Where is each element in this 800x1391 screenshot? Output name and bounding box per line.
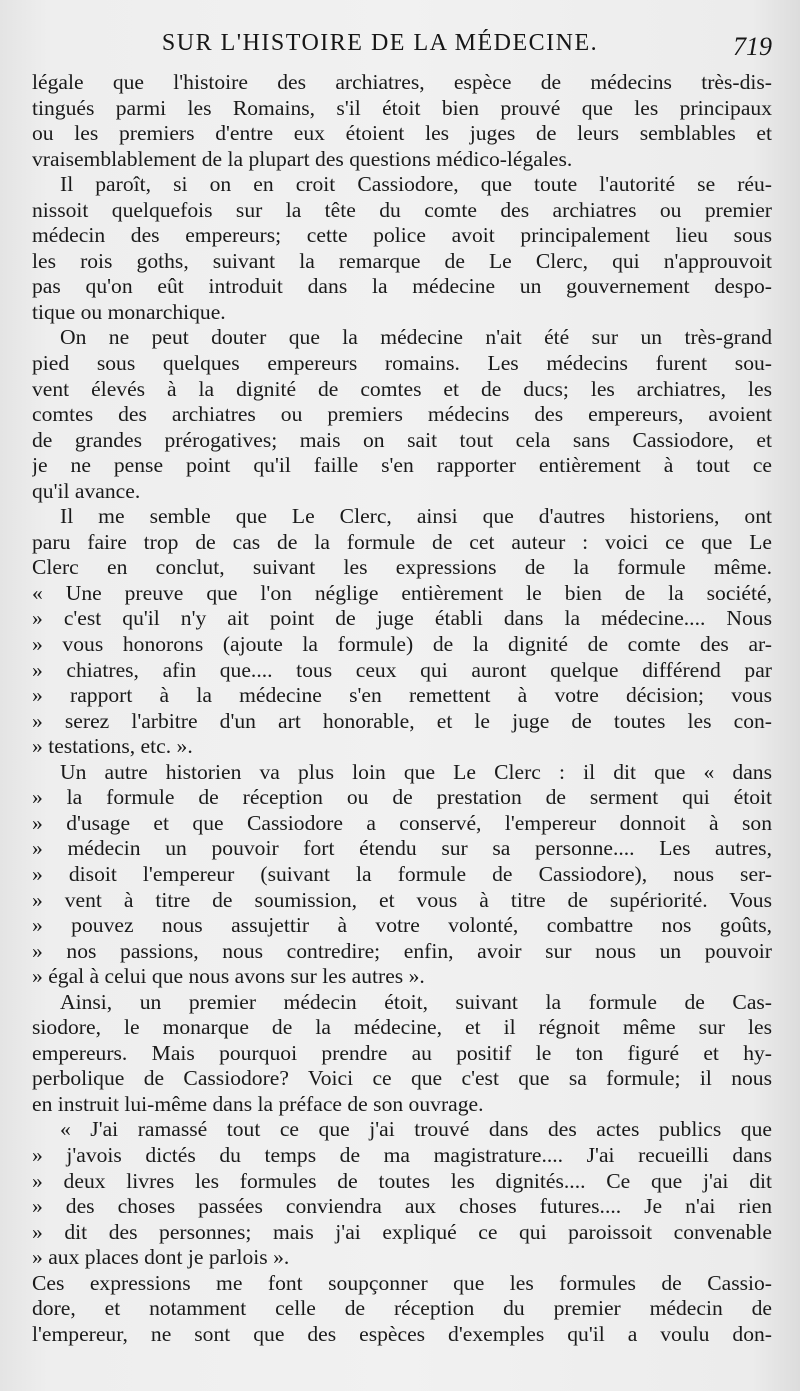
page-number: 719 — [733, 32, 772, 61]
text-line: » chiatres, afin que.... tous ceux qui auront quelque différend par — [32, 657, 772, 682]
text-line: » vent à titre de soumission, et vous à titre de supériorité. Vous — [32, 887, 772, 912]
text-line: « J'ai ramassé tout ce que j'ai trouvé dans des actes publics que — [60, 1117, 772, 1142]
text-line: » d'usage et que Cassiodore a conservé, l'empereur donnoit à son — [32, 810, 772, 835]
text-line: pas qu'on eût introduit dans la médecine un gouvernement despo- — [32, 274, 772, 299]
text-line: Ainsi, un premier médecin étoit, suivant la formule de Cas- — [60, 989, 772, 1014]
text-line: Il me semble que Le Clerc, ainsi que d'autres historiens, ont — [60, 504, 772, 529]
text-line: siodore, le monarque de la médecine, et il régnoit même sur les — [32, 1015, 772, 1040]
text-line: » c'est qu'il n'y ait point de juge établi dans la médecine.... Nous — [32, 606, 772, 631]
text-line: pied sous quelques empereurs romains. Les médecins furent sou- — [32, 351, 772, 376]
text-line: » j'avois dictés du temps de ma magistrature.... J'ai recueilli dans — [32, 1142, 772, 1167]
text-line: l'empereur, ne sont que des espèces d'exemples qu'il a voulu don- — [32, 1321, 772, 1346]
text-line: dore, et notamment celle de réception du premier médecin de — [32, 1296, 772, 1321]
text-line: » des choses passées conviendra aux choses futures.... Je n'ai rien — [32, 1194, 772, 1219]
text-line: tique ou monarchique. — [32, 299, 226, 324]
text-line: » pouvez nous assujettir à votre volonté, combattre nos goûts, — [32, 913, 772, 938]
text-line: qu'il avance. — [32, 478, 141, 503]
text-line: je ne pense point qu'il faille s'en rapporter entièrement à tout ce — [32, 453, 772, 478]
text-line: nissoit quelquefois sur la tête du comte des archiatres ou premier — [32, 197, 772, 222]
text-line: » égal à celui que nous avons sur les autres ». — [32, 964, 425, 989]
text-line: » rapport à la médecine s'en remettent à votre décision; vous — [32, 683, 772, 708]
text-line: ou les premiers d'entre eux étoient les juges de leurs semblables et — [32, 121, 772, 146]
body-text — [32, 70, 772, 1347]
text-line: les rois goths, suivant la remarque de Le Clerc, qui n'approuvoit — [32, 248, 772, 273]
text-line: comtes des archiatres ou premiers médecins des empereurs, avoient — [32, 402, 772, 427]
text-line: » disoit l'empereur (suivant la formule de Cassiodore), nous ser- — [32, 861, 772, 886]
text-line: de grandes prérogatives; mais on sait tout cela sans Cassiodore, et — [32, 427, 772, 452]
text-line: empereurs. Mais pourquoi prendre au positif le ton figuré et hy- — [32, 1040, 772, 1065]
text-line: » la formule de réception ou de prestation de serment qui étoit — [32, 785, 772, 810]
text-line: » vous honorons (ajoute la formule) de la dignité de comte des ar- — [32, 632, 772, 657]
text-line: Ces expressions me font soupçonner que les formules de Cassio- — [32, 1270, 772, 1295]
text-line: en instruit lui-même dans la préface de son ouvrage. — [32, 1091, 484, 1116]
text-line: » nos passions, nous contredire; enfin, avoir sur nous un pouvoir — [32, 938, 772, 963]
page-header — [0, 30, 800, 64]
text-line: médecin des empereurs; cette police avoit principalement lieu sous — [32, 223, 772, 248]
text-line: Un autre historien va plus loin que Le Clerc : il dit que « dans — [60, 759, 772, 784]
text-line: » médecin un pouvoir fort étendu sur sa personne.... Les autres, — [32, 836, 772, 861]
text-line: » deux livres les formules de toutes les dignités.... Ce que j'ai dit — [32, 1168, 772, 1193]
text-line: On ne peut douter que la médecine n'ait été sur un très-grand — [60, 325, 772, 350]
text-line: » serez l'arbitre d'un art honorable, et le juge de toutes les con- — [32, 708, 772, 733]
text-line: vraisemblablement de la plupart des questions médico-légales. — [32, 146, 573, 171]
text-line: » testations, etc. ». — [32, 734, 193, 759]
running-title: SUR L'HISTOIRE DE LA MÉDECINE. — [161, 30, 599, 56]
text-line: « Une preuve que l'on néglige entièrement le bien de la société, — [32, 580, 772, 605]
text-line: vent élevés à la dignité de comtes et de ducs; les archiatres, les — [32, 376, 772, 401]
text-line: paru faire trop de cas de la formule de cet auteur : voici ce que Le — [32, 529, 772, 554]
text-line: » dit des personnes; mais j'ai expliqué ce qui paroissoit convenable — [32, 1219, 772, 1244]
text-line: Il paroît, si on en croit Cassiodore, que toute l'autorité se réu- — [60, 172, 772, 197]
text-line: légale que l'histoire des archiatres, espèce de médecins très-dis- — [32, 70, 772, 94]
text-line: tingués parmi les Romains, s'il étoit bien prouvé que les principaux — [32, 95, 772, 120]
text-line: » aux places dont je parlois ». — [32, 1245, 290, 1270]
text-line: Clerc en conclut, suivant les expressions de la formule même. — [32, 555, 772, 580]
text-line: perbolique de Cassiodore? Voici ce que c'est que sa formule; il nous — [32, 1066, 772, 1091]
